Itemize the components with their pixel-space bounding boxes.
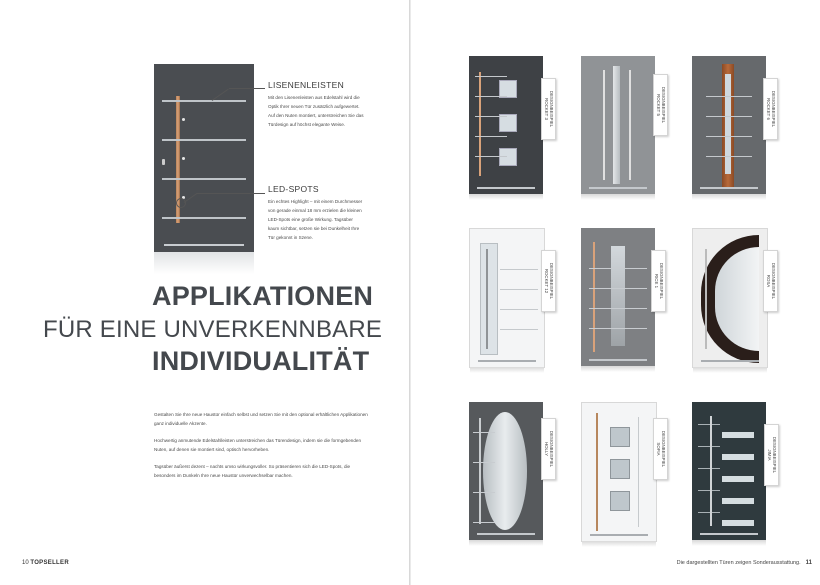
design-label-5 [651, 250, 666, 312]
door-design-8 [581, 402, 657, 542]
door-detail [589, 328, 647, 329]
door-detail [611, 246, 625, 346]
door-detail [706, 116, 752, 117]
door-detail [475, 116, 507, 117]
door-detail [706, 156, 752, 157]
design-label-4 [541, 250, 556, 312]
body-paragraph-3: Tagsüber äußerst dezent – nachts umso wirkungsvoller. So präsentieren sich die LED-Spots, die besonders im Dunkeln Ihre neue Haustür unverwechselbar machen. [154, 464, 351, 478]
door-detail [629, 70, 631, 180]
door-detail [589, 359, 647, 361]
design-label-model: ROCKET 5 [655, 94, 661, 116]
door-detail [698, 424, 720, 425]
door-detail [698, 468, 720, 469]
door-detail [722, 476, 754, 482]
door-design-4 [469, 228, 545, 368]
door-detail [610, 427, 630, 447]
door-detail [477, 533, 535, 535]
design-label-heading: DESIGNBEISPIEL [660, 430, 666, 468]
body-paragraph-2: Hochwertig anmutende Edelstahlleisten unterstreichen das Türendesign, indem sie die formgebenden Nuten, auf denen sie montiert sind, optisch hervorheben. [154, 438, 362, 452]
design-label-1 [541, 78, 556, 140]
design-label-model: ROSA [765, 274, 771, 288]
footer-right [677, 560, 812, 566]
headline-line-2: FÜR EINE UNVERKENNBARE [43, 316, 383, 343]
door-detail [698, 446, 720, 447]
design-label-3 [763, 78, 778, 140]
door-detail [722, 498, 754, 504]
door-detail [500, 329, 538, 330]
door-detail [603, 70, 605, 180]
door-detail [473, 432, 495, 433]
door-detail [589, 268, 647, 269]
door-detail [725, 74, 731, 174]
door-detail [700, 187, 758, 189]
door-detail [475, 156, 507, 157]
design-label-model: ROCKET 12 [543, 268, 549, 294]
design-label-heading: DESIGNBEISPIEL [770, 90, 776, 128]
headline-line-1: APPLIKATIONEN [152, 281, 374, 311]
door-detail [480, 243, 498, 355]
door-detail [698, 490, 720, 491]
door-detail [638, 417, 639, 527]
design-label-2 [653, 74, 668, 136]
door-detail [483, 412, 527, 530]
door-detail [473, 492, 495, 493]
design-label-heading: DESIGNBEISPIEL [548, 430, 554, 468]
door-design-2 [581, 56, 655, 194]
door-detail [589, 187, 647, 189]
door-detail [500, 289, 538, 290]
door-design-9 [692, 402, 766, 540]
door-detail [589, 308, 647, 309]
door-detail [500, 269, 538, 270]
door-detail [475, 96, 507, 97]
door-detail [590, 534, 648, 536]
door-detail [710, 416, 712, 526]
design-label-heading: DESIGNBEISPIEL [658, 262, 664, 300]
door-detail [475, 136, 507, 137]
door-design-5 [581, 228, 655, 366]
door-detail [596, 413, 598, 531]
design-label-9 [764, 424, 779, 486]
door-detail [479, 418, 481, 524]
design-label-model: SOFIA [655, 442, 661, 456]
body-paragraph-1: Gestalten Sie Ihre neue Haustür einfach selbst und setzen Sie mit den optional erhältlichen Applikationen ganz individuelle Akzente. [154, 412, 368, 426]
door-detail [706, 96, 752, 97]
door-design-7 [469, 402, 543, 540]
door-detail [722, 432, 754, 438]
door-detail [722, 454, 754, 460]
footer-note: Die dargestellten Türen zeigen Sonderausstattung. [676, 560, 801, 566]
door-detail [722, 520, 754, 526]
door-detail [706, 136, 752, 137]
feature-text-lisenenleisten: Mit den Lisenenleisten aus Edelstahl wird die Optik Ihrer neuen Tür zusätzlich aufgewertet. Auf den Nuten montiert, unterstreichen Sie das Türdesign auf höchst elegante Weise. [268, 95, 364, 127]
door-detail [610, 491, 630, 511]
door-detail [698, 512, 720, 513]
page-number-left: 10 [22, 560, 29, 566]
design-label-6 [763, 250, 778, 312]
door-detail [705, 249, 707, 349]
door-detail [701, 360, 759, 362]
feature-title-lisenenleisten: LISENENLEISTEN [268, 80, 345, 90]
door-detail [610, 459, 630, 479]
right-page [411, 0, 820, 585]
design-label-model: RICE 1 [653, 273, 659, 289]
door-detail [500, 309, 538, 310]
footer-left [22, 560, 69, 566]
design-label-8 [653, 418, 668, 480]
led-spot-marker [176, 198, 186, 208]
door-design-1 [469, 56, 543, 194]
design-label-heading: DESIGNBEISPIEL [771, 436, 777, 474]
design-label-model: ROCKET 3 [543, 98, 549, 120]
door-detail [473, 522, 495, 523]
door-detail [473, 462, 495, 463]
headline-line-3: INDIVIDUALITÄT [152, 346, 370, 376]
design-label-7 [541, 418, 556, 480]
door-detail [486, 249, 488, 349]
left-page [0, 0, 409, 585]
design-label-model: JIMIA [766, 449, 772, 461]
feature-text-led-spots: Ein echtes Highlight – mit einem Durchmesser von gerade einmal 18 mm erzielen die kleinen LED-Spots eine große Wirkung. Tagsüber kaum sichtbar, setzen sie bei Dunkelheit Ihre Tür gekonnt in Szene. [268, 199, 363, 240]
door-detail [700, 533, 758, 535]
door-detail [477, 187, 535, 189]
door-detail [475, 76, 507, 77]
door-detail [499, 148, 517, 166]
feature-title-led-spots: LED-SPOTS [268, 184, 319, 194]
footer-brand: TOPSELLER [30, 560, 69, 566]
door-detail [593, 242, 595, 352]
design-label-model: HOLLY [543, 441, 549, 457]
door-detail [589, 288, 647, 289]
design-label-heading: DESIGNBEISPIEL [548, 262, 554, 300]
page-number-right: 11 [805, 560, 812, 566]
design-label-heading: DESIGNBEISPIEL [770, 262, 776, 300]
design-label-model: ROCKET 6 [765, 98, 771, 120]
design-label-heading: DESIGNBEISPIEL [660, 86, 666, 124]
door-design-3 [692, 56, 766, 194]
design-label-heading: DESIGNBEISPIEL [548, 90, 554, 128]
door-design-6 [692, 228, 768, 368]
hero-door-image [154, 64, 254, 252]
door-detail [478, 360, 536, 362]
door-detail [613, 66, 620, 184]
door-detail [479, 72, 481, 176]
